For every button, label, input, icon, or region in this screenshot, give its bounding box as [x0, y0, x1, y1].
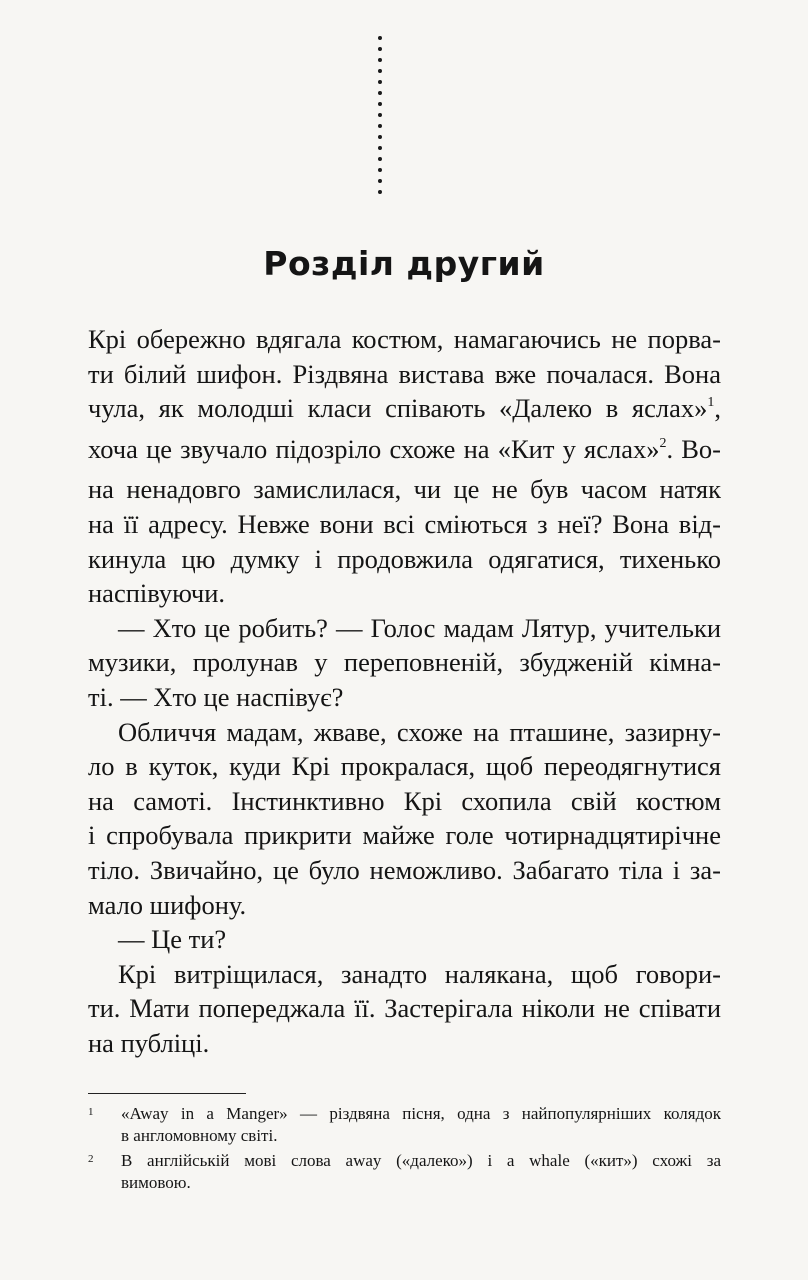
body-line: Обличчя мадам, жваве, схоже на пташине, зазирну-: [118, 716, 721, 747]
body-line: мало шифону.: [88, 889, 247, 920]
body-line: тіло. Звичайно, це було неможливо. Забагато тіла і за-: [88, 854, 721, 885]
body-line: на її адресу. Невже вони всі сміються з неї? Вона від-: [88, 508, 721, 539]
body-line: ло в куток, куди Крі прокралася, щоб переодягнутися: [88, 751, 721, 782]
ornament-dot: [378, 135, 382, 139]
body-line: на публіці.: [88, 1027, 210, 1058]
body-line: наспівуючи.: [88, 578, 226, 609]
body-line: — Це ти?: [118, 924, 227, 955]
ornament-dot: [378, 157, 382, 161]
ornament-dot: [378, 190, 382, 194]
chapter-title: Розділ другий: [263, 244, 545, 284]
footnote-line: «Away in a Manger» — різдвяна пісня, одна з найпопулярніших колядок: [121, 1104, 721, 1123]
body-line: ти. Мати попереджала її. Застерігала ніколи не співати: [88, 993, 721, 1024]
footnotes: [88, 1103, 721, 1197]
body-line: на ненадовго замислилася, чи це не був часом натяк: [88, 474, 721, 505]
ornament-dots: [375, 36, 385, 194]
footnote-2: [88, 1150, 721, 1194]
ornament-dot: [378, 36, 382, 40]
footnote-1: [88, 1103, 721, 1147]
ornament-dot: [378, 113, 382, 117]
ornament-dot: [378, 168, 382, 172]
footnote-line: вимовою.: [121, 1173, 191, 1192]
body-line: — Хто це робить? — Голос мадам Лятур, учительки: [118, 612, 721, 643]
footnote-ref[interactable]: 1: [707, 395, 715, 411]
footnote-number: 1: [88, 1106, 94, 1118]
ornament-dot: [378, 91, 382, 95]
ornament-dot: [378, 69, 382, 73]
body-line: музики, пролунав у переповненій, збудженій кімна-: [88, 647, 721, 678]
footnote-line: В англійській мові слова away («далеко») і a whale («кит») схожі за: [121, 1151, 721, 1170]
footnote-line: в англомовному світі.: [121, 1126, 278, 1145]
body-line: ті. — Хто це наспівує?: [88, 681, 344, 712]
ornament-dot: [378, 80, 382, 84]
body-text: [88, 322, 721, 1060]
ornament-dot: [378, 179, 382, 183]
ornament-dot: [378, 146, 382, 150]
body-line: Крі витріщилася, занадто налякана, щоб говори-: [118, 958, 721, 989]
ornament-dot: [378, 47, 382, 51]
body-line: на самоті. Інстинктивно Крі схопила свій костюм: [88, 785, 721, 816]
footnote-divider: [88, 1093, 246, 1094]
ornament-dot: [378, 102, 382, 106]
ornament-dot: [378, 58, 382, 62]
body-line: хоча це звучало підозріло схоже на «Кит у яслах»$^2$. Во-: [88, 433, 721, 464]
body-line: ти білий шифон. Різдвяна вистава вже почалася. Вона: [88, 358, 721, 389]
footnote-number: 2: [88, 1153, 94, 1165]
body-line: Крі обережно вдягала костюм, намагаючись не порва-: [88, 324, 721, 354]
body-line: кинула цю думку і продовжила одягатися, тихенько: [88, 543, 721, 574]
body-line: чула, як молодші класи співають «Далеко в яслах»$^1$,: [88, 393, 721, 424]
footnote-ref[interactable]: 2: [659, 435, 667, 451]
ornament-dot: [378, 124, 382, 128]
body-line: і спробувала прикрити майже голе чотирнадцятирічне: [88, 820, 721, 851]
